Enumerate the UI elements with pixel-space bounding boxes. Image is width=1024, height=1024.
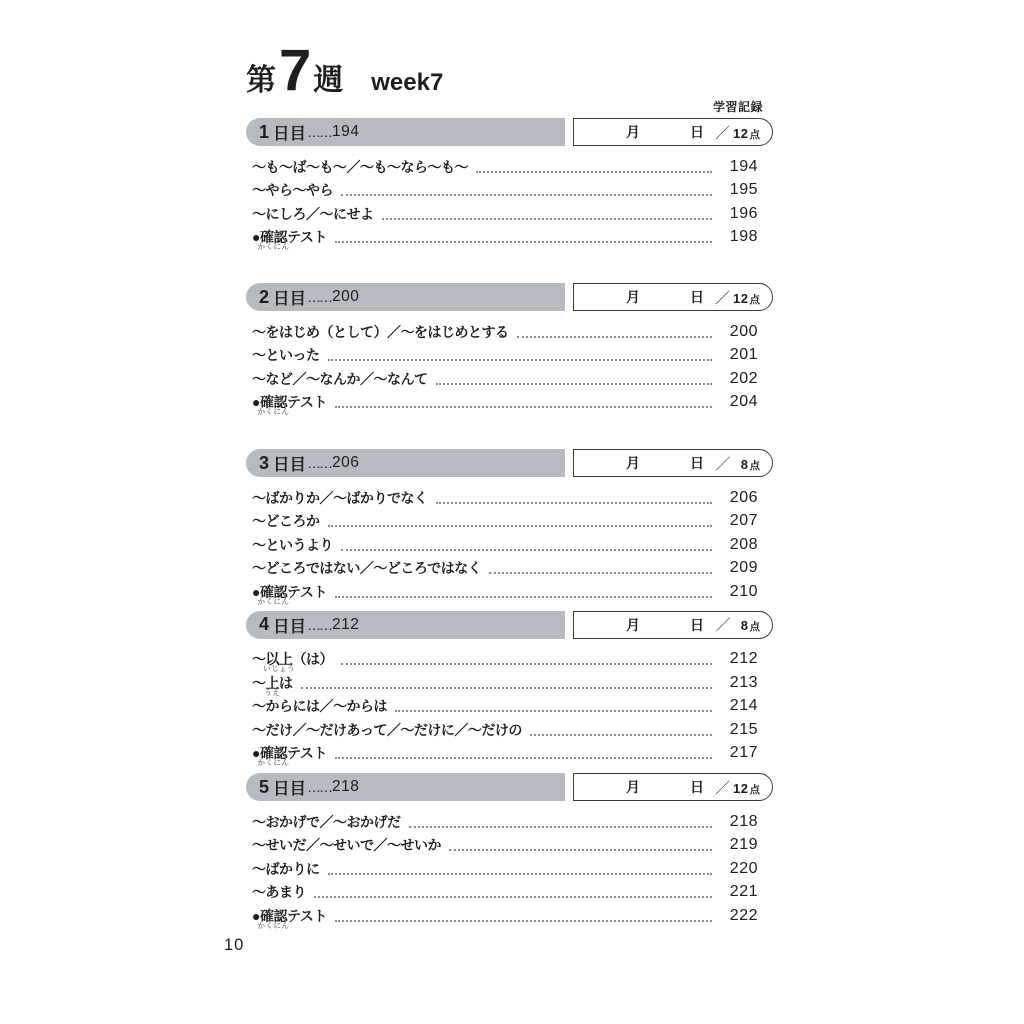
leader-dots [335, 910, 712, 922]
day-header-row [246, 283, 773, 311]
day-header-row [246, 611, 773, 639]
item-page-number: 215 [729, 720, 758, 738]
toc-item-row [252, 580, 773, 604]
ruby-base: 以上 いじょう [263, 651, 295, 674]
item-label: ～といった [252, 347, 320, 364]
toc-item-row [252, 367, 773, 391]
item-label: ～どころか [252, 513, 320, 530]
item-list [246, 486, 773, 604]
day-label: 日目 [273, 125, 307, 143]
ruby-text: いじょう [263, 664, 295, 674]
toc-item-row [252, 155, 773, 179]
day-section [246, 611, 773, 766]
month-label: 月 [626, 779, 640, 795]
toc-item-row [252, 344, 773, 368]
item-label: ～おかげで／～おかげだ [252, 813, 401, 830]
item-page-number: 221 [729, 883, 758, 901]
leader-dots [328, 349, 713, 361]
leader-dots [335, 747, 712, 759]
item-page-number: 201 [729, 346, 758, 364]
week-number: 7 [279, 38, 311, 103]
item-label: ～からには／～からは [252, 698, 387, 715]
ruby-text: うえ [264, 687, 281, 697]
study-record-label: 学習記録 [712, 100, 763, 114]
ruby-base: 確認 かくにん [257, 394, 290, 417]
day-of-month-label: 日 [690, 616, 704, 633]
week-suffix: 週 [313, 64, 344, 97]
item-list [246, 810, 773, 928]
day-number: 3 [259, 452, 270, 473]
leader-dots [328, 515, 713, 527]
item-page-number: 212 [729, 650, 758, 668]
item-label: ～をはじめ（として）／～をはじめとする [252, 323, 509, 340]
day-header-row [246, 773, 773, 801]
score-value: 12 [733, 125, 749, 141]
day-leader-dots: …… [307, 289, 332, 305]
month-label: 月 [626, 289, 640, 305]
item-page-number: 208 [729, 535, 758, 553]
item-label: ●確認 かくにん テスト [252, 745, 327, 768]
study-record-box [573, 611, 773, 639]
leader-dots [530, 724, 712, 736]
day-leader-dots: …… [307, 616, 332, 633]
item-label: ～にしろ／～にせよ [252, 205, 374, 222]
item-list [246, 648, 773, 766]
item-label: ～せいだ／～せいで／～せいか [252, 837, 441, 854]
item-label: ～など／～なんか／～なんて [252, 370, 428, 387]
item-page-number: 195 [729, 181, 758, 199]
day-number: 2 [259, 286, 270, 307]
item-label: ～どころではない／～どころではなく [252, 560, 482, 577]
day-of-month-label: 日 [690, 455, 704, 471]
item-label: ～というより [252, 536, 333, 553]
day-start-page: 212 [332, 615, 360, 633]
toc-item-row [252, 718, 773, 742]
day-leader-dots: …… [307, 455, 332, 471]
ruby-base: 上 うえ [264, 674, 281, 697]
toc-item-row [252, 510, 773, 534]
leader-dots [341, 539, 712, 551]
day-header-bar [246, 773, 565, 801]
leader-dots [449, 839, 712, 851]
day-start-page: 206 [332, 454, 360, 471]
score-slash: ／ [715, 617, 731, 634]
toc-item-row [252, 226, 773, 250]
ruby-text: かくにん [257, 242, 290, 252]
toc-item-row [252, 179, 773, 203]
score-field [715, 777, 760, 798]
ruby-text: かくにん [257, 407, 290, 417]
day-leader-dots: …… [307, 779, 332, 795]
item-page-number: 219 [729, 836, 758, 854]
day-label: 日目 [273, 780, 307, 798]
leader-dots [489, 562, 712, 574]
day-header-bar [246, 283, 565, 311]
item-label: ～やら～やら [252, 182, 333, 199]
toc-item-row [252, 486, 773, 510]
leader-dots [335, 586, 712, 598]
day-sections [246, 118, 773, 928]
leader-dots [395, 700, 712, 712]
toc-item-row [252, 834, 773, 858]
day-section [246, 118, 773, 252]
day-section [246, 283, 773, 417]
item-list [246, 320, 773, 417]
leader-dots [436, 492, 713, 504]
item-page-number: 209 [729, 559, 758, 577]
item-page-number: 207 [729, 512, 758, 530]
day-label: 日目 [273, 617, 307, 636]
leader-dots [409, 816, 713, 828]
day-of-month-label: 日 [690, 124, 704, 140]
day-number: 1 [259, 121, 270, 142]
score-field [715, 287, 760, 308]
item-label: ●確認 かくにん テスト [252, 394, 327, 417]
item-label: ●確認 かくにん テスト [252, 907, 327, 930]
item-page-number: 210 [729, 582, 758, 600]
month-label: 月 [626, 616, 640, 633]
leader-dots [341, 184, 712, 196]
day-of-month-label: 日 [690, 289, 704, 305]
toc-item-row [252, 533, 773, 557]
week-prefix: 第 [246, 64, 276, 97]
item-page-number: 202 [729, 369, 758, 387]
item-page-number: 204 [729, 393, 758, 411]
leader-dots [517, 326, 713, 338]
leader-dots [328, 863, 713, 875]
toc-item-row [252, 391, 773, 415]
toc-item-row [252, 810, 773, 834]
item-label: ～ばかりか／～ばかりでなく [252, 489, 428, 506]
score-unit: 点 [749, 293, 760, 306]
toc-item-row [252, 557, 773, 581]
day-number: 4 [259, 614, 270, 634]
score-field [715, 614, 760, 635]
item-label: ～だけ／～だけあって／～だけに／～だけの [252, 721, 522, 738]
item-page-number: 196 [729, 204, 758, 222]
toc-item-row [252, 881, 773, 905]
study-record-box [573, 118, 773, 146]
leader-dots [335, 231, 712, 243]
table-of-contents [246, 38, 773, 930]
day-label: 日目 [273, 290, 307, 308]
toc-item-row [252, 320, 773, 344]
ruby-text: かくにん [257, 596, 290, 606]
score-slash: ／ [715, 124, 731, 142]
item-label: ●確認 かくにん テスト [252, 583, 327, 606]
day-leader-dots: …… [307, 124, 332, 140]
week-subtitle: week7 [371, 69, 444, 96]
day-label: 日目 [273, 456, 307, 474]
score-value: 12 [733, 780, 749, 796]
item-label: ～以上 いじょう （は） [252, 651, 333, 674]
item-list [246, 155, 773, 252]
item-page-number: 218 [729, 812, 758, 830]
study-record-box [573, 449, 773, 477]
score-unit: 点 [749, 459, 760, 472]
score-unit: 点 [749, 783, 760, 796]
leader-dots [382, 208, 713, 220]
day-header-row [246, 449, 773, 477]
item-page-number: 200 [729, 322, 758, 340]
item-page-number: 198 [729, 228, 758, 246]
toc-item-row [252, 695, 773, 719]
item-page-number: 217 [729, 744, 758, 762]
day-section [246, 449, 773, 604]
ruby-text: かくにん [257, 758, 290, 768]
leader-dots [301, 677, 713, 689]
footer-page-number: 10 [224, 936, 245, 954]
day-header-bar [246, 611, 565, 639]
toc-item-row [252, 904, 773, 928]
item-page-number: 194 [729, 157, 758, 175]
item-label: ～あまり [252, 884, 306, 901]
toc-item-row [252, 857, 773, 881]
item-page-number: 213 [729, 673, 758, 691]
day-header-row [246, 118, 773, 146]
score-slash: ／ [715, 289, 731, 307]
item-page-number: 214 [729, 697, 758, 715]
ruby-text: かくにん [257, 920, 290, 930]
score-field [715, 122, 760, 143]
item-label: ●確認 かくにん テスト [252, 229, 327, 252]
score-unit: 点 [749, 621, 760, 633]
ruby-base: 確認 かくにん [257, 229, 290, 252]
day-of-month-label: 日 [690, 779, 704, 795]
item-label: ～上 うえ は [252, 674, 293, 697]
leader-dots [436, 373, 713, 385]
item-page-number: 222 [729, 906, 758, 924]
score-value: 8 [740, 618, 749, 633]
item-label: ～ばかりに [252, 860, 320, 877]
day-start-page: 200 [332, 288, 360, 305]
item-page-number: 206 [729, 488, 758, 506]
score-value: 12 [733, 290, 749, 306]
day-header-bar [246, 449, 565, 477]
toc-item-row [252, 648, 773, 672]
study-record-box [573, 773, 773, 801]
score-slash: ／ [715, 779, 731, 797]
month-label: 月 [626, 455, 640, 471]
day-number: 5 [259, 776, 270, 797]
toc-item-row [252, 742, 773, 766]
score-field [715, 453, 760, 474]
leader-dots [341, 653, 712, 665]
ruby-base: 確認 かくにん [257, 583, 290, 606]
leader-dots [335, 396, 712, 408]
leader-dots [314, 886, 712, 898]
leader-dots [476, 161, 712, 173]
score-slash: ／ [715, 455, 731, 473]
study-record-box [573, 283, 773, 311]
day-start-page: 218 [332, 778, 360, 795]
toc-item-row [252, 202, 773, 226]
day-start-page: 194 [332, 123, 360, 140]
toc-item-row [252, 671, 773, 695]
score-unit: 点 [749, 128, 760, 141]
ruby-base: 確認 かくにん [257, 907, 290, 930]
ruby-base: 確認 かくにん [257, 745, 290, 768]
item-page-number: 220 [729, 859, 758, 877]
day-header-bar [246, 118, 565, 146]
page-title [246, 38, 773, 103]
month-label: 月 [626, 124, 640, 140]
item-label: ～も～ば～も～／～も～なら～も～ [252, 158, 468, 175]
day-section [246, 773, 773, 928]
score-value: 8 [740, 456, 749, 472]
